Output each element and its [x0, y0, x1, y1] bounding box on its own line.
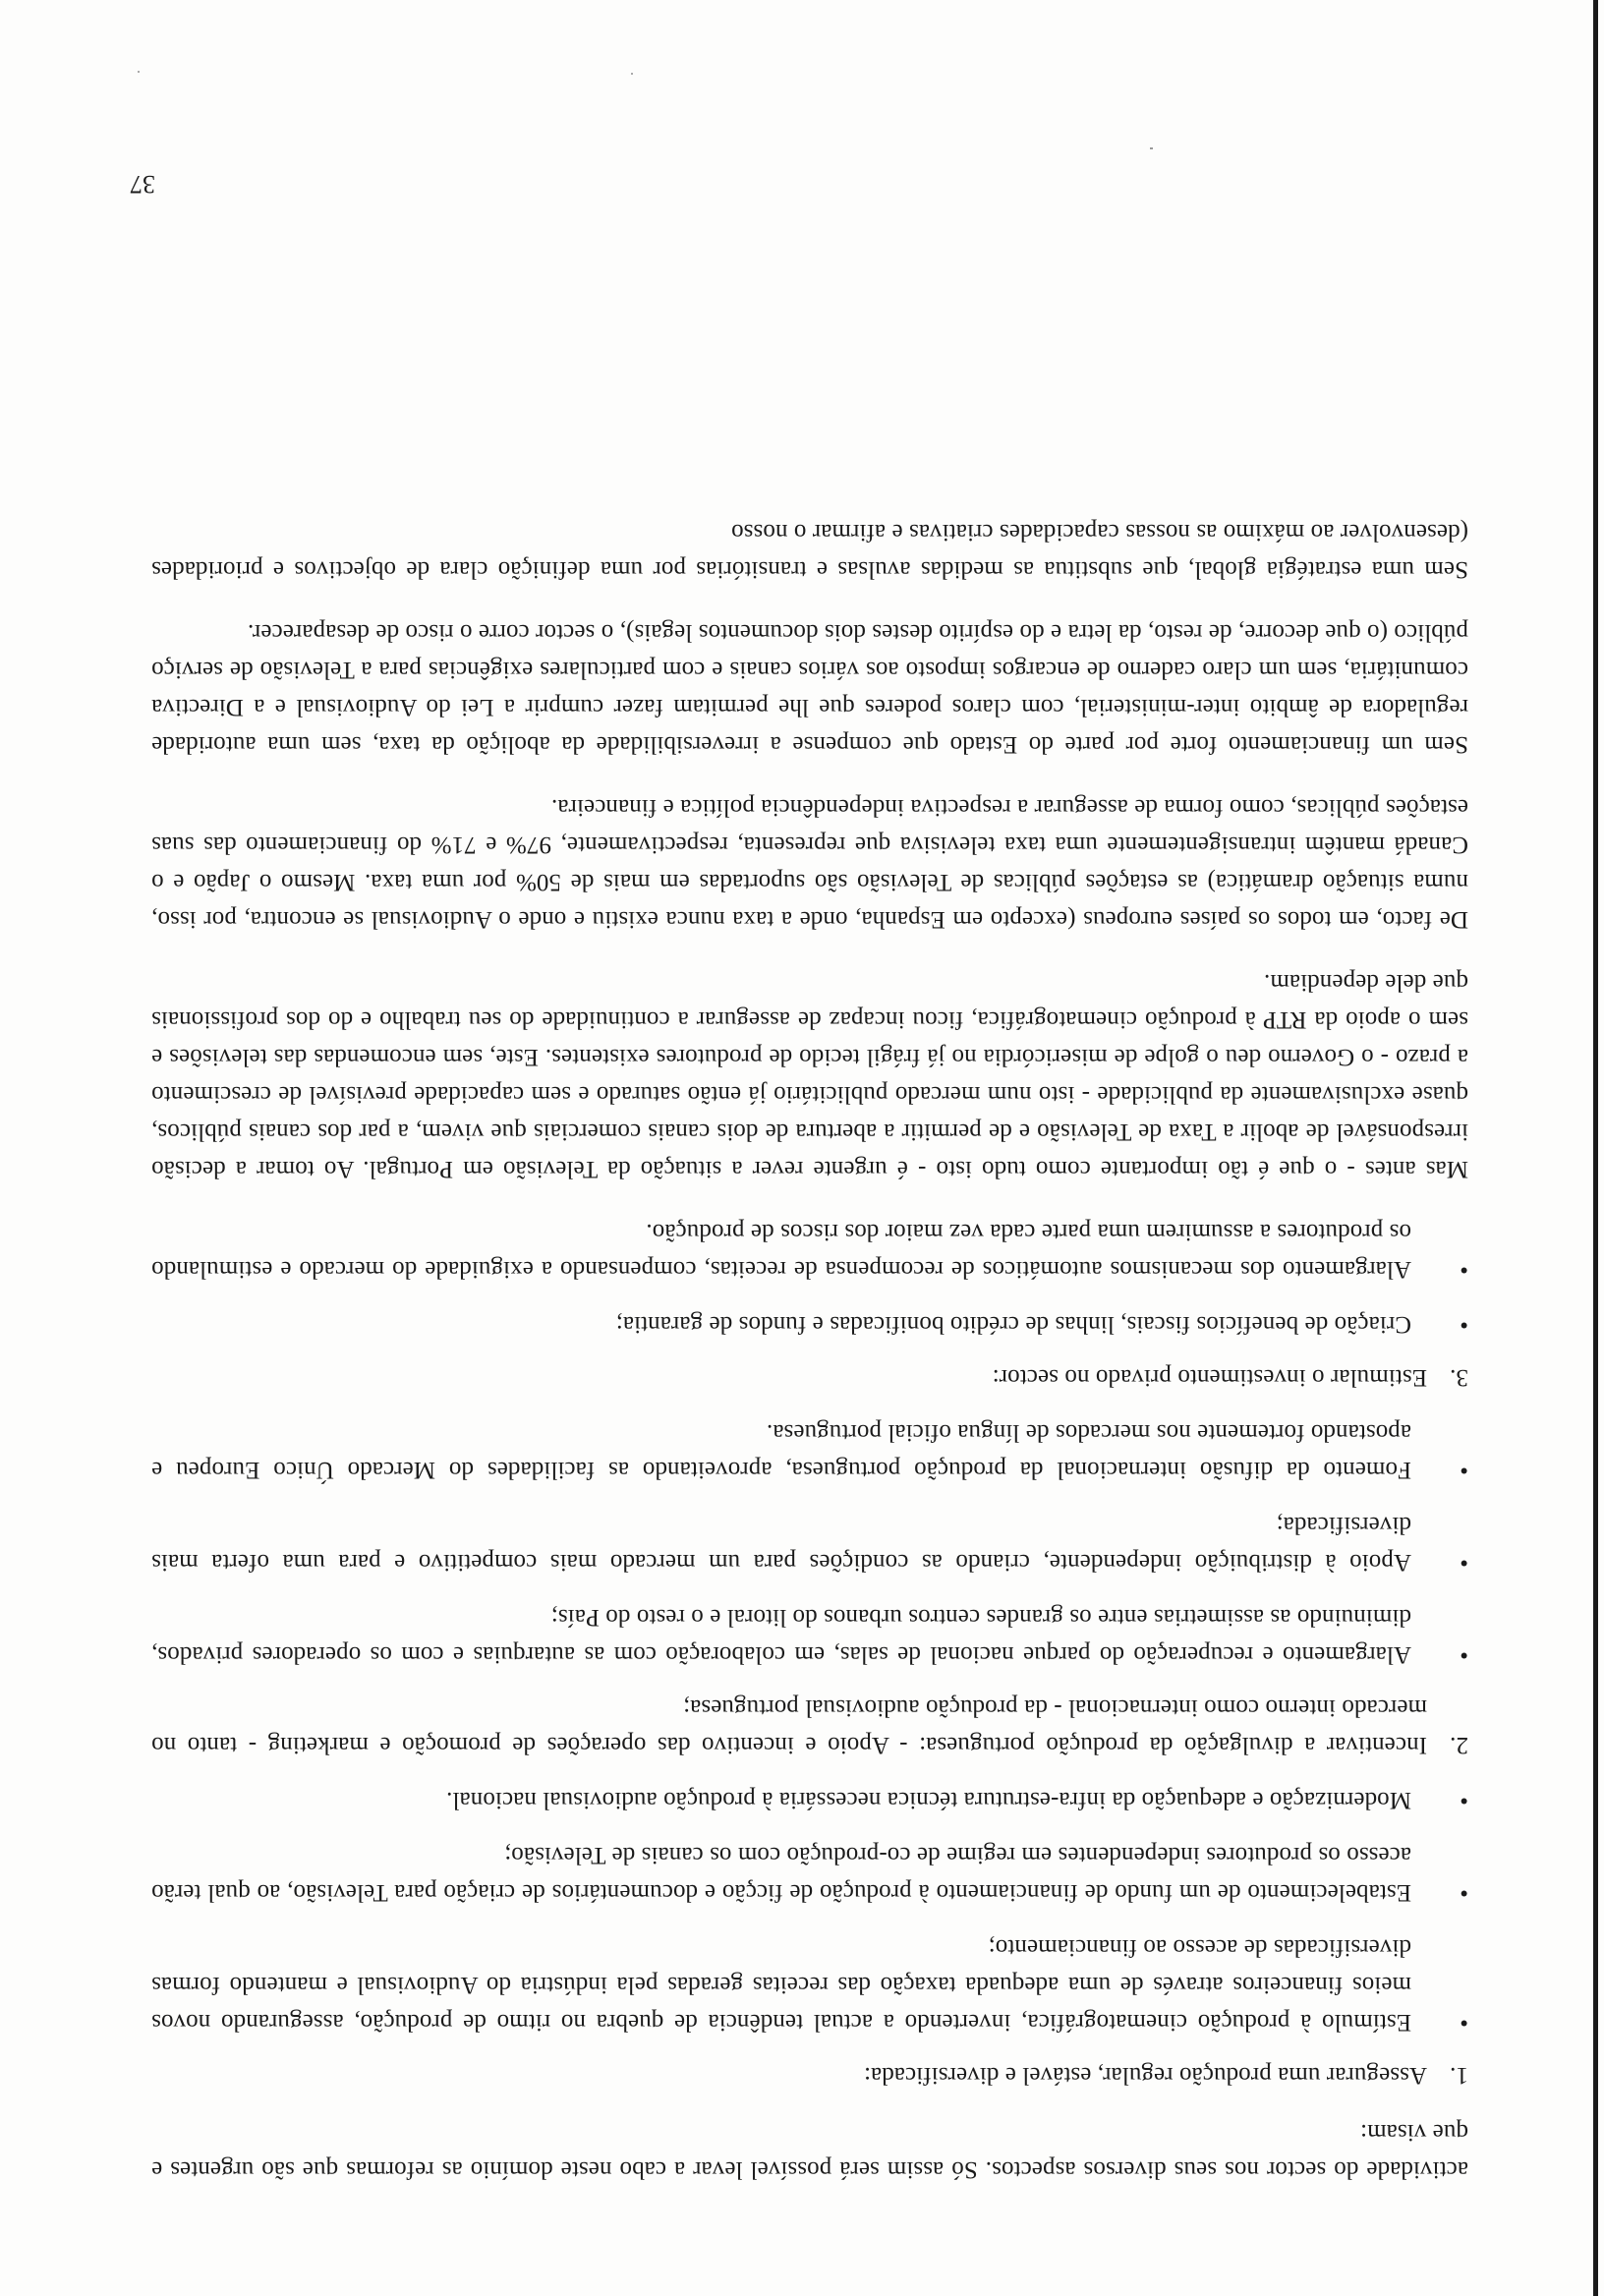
bullet-icon: • — [1460, 2009, 1468, 2036]
bullet-icon: • — [1460, 1311, 1468, 1338]
list-item — [151, 1305, 1468, 1343]
list-item-text: Alargamento e recuperação do parque nacional de salas, em colaboração com as autarquias e com os operadores privados, diminuindo as assimetrias entre os grandes centros urbanos do litoral e o resto do País; — [151, 1604, 1411, 1668]
list-item-text: Criação de benefícios fiscais, linhas de crédito bonificadas e fundos de garantia; — [615, 1311, 1411, 1338]
list-item — [151, 1928, 1468, 2040]
list-item — [151, 1213, 1468, 1288]
section-heading: Incentivar a divulgação da produção portuguesa: - Apoio e incentivo das operações de promoção e marketing - tanto no mercado interno como internacional - da produção audiovisual portuguesa; — [151, 1694, 1427, 1758]
section-2-bullets — [151, 1413, 1468, 1673]
list-item — [151, 1598, 1468, 1673]
list-item — [151, 1506, 1468, 1580]
bullet-icon: • — [1460, 1787, 1468, 1813]
section-1 — [151, 2056, 1468, 2094]
section-heading: Assegurar uma produção regular, estável e diversificada: — [863, 2062, 1427, 2089]
bullet-icon: • — [1460, 1641, 1468, 1668]
body-paragraph: De facto, em todos os países europeus (excepto em Espanha, onde a taxa nunca existiu e onde o Audiovisual se encontra, por isso, numa situação dramática) as estações públicas de Televisão são suportadas em mais de 50% por uma taxa. Mesmo o Japão e o Canadá mantêm intransigentemente uma taxa televisiva que representa, respectivamente, 97% e 71% do financiamento das suas estações públicas, como forma de assegurar a respectiva independência política e financeira. — [151, 794, 1468, 933]
document-body — [151, 513, 1468, 2188]
bullet-icon: • — [1460, 1457, 1468, 1483]
bullet-icon: • — [1460, 1256, 1468, 1283]
bullet-icon: • — [1460, 1549, 1468, 1576]
bullet-icon: • — [1460, 1879, 1468, 1906]
list-item — [151, 1836, 1468, 1911]
list-item-text: Modernização e adequação da infra-estrutura técnica necessária à produção audiovisual nacional. — [446, 1787, 1411, 1813]
list-item-text: Alargamento dos mecanismos automáticos de recompensa de receitas, compensando a exiguidade do mercado e estimulando os produtores a assumirem uma parte cada vez maior dos riscos de produção. — [151, 1219, 1411, 1283]
section-2 — [151, 1689, 1468, 1763]
intro-paragraph: actividade do sector nos seus diversos aspectos. Só assim será possível levar a cabo neste domínio as reformas que são urgentes e que visam: — [151, 2119, 1468, 2183]
list-item-text: Apoio à distribuição independente, criando as condições para um mercado mais competitivo e para uma oferta mais diversificada; — [151, 1512, 1411, 1576]
section-number: 1. — [1450, 2062, 1468, 2089]
body-paragraph: Sem um financiamento forte por parte do Estado que compense a irreversibilidade da abolição da taxa, sem uma autoridade reguladora de âmbito inter-ministerial, com claros poderes que lhe permitam fazer cumprir a Lei do Audiovisual e a Directiva comunitária, sem um claro caderno de encargos imposto aos vários canais e com particulares exigências para a Televisão de serviço público (o que decorre, de resto, da letra e do espírito destes dois documentos legais), o sector corre o risco de desaparecer. — [151, 619, 1468, 758]
list-item — [151, 1413, 1468, 1488]
page-number: 37 — [130, 170, 155, 199]
section-heading: Estimular o investimento privado no sector: — [992, 1364, 1427, 1391]
section-1-bullets — [151, 1781, 1468, 2040]
section-number: 3. — [1450, 1364, 1468, 1391]
body-paragraph: Sem uma estratégia global, que substitua as medidas avulsas e transitórias por uma definição clara de objectivos e prioridades (desenvolver ao máximo as nossas capacidades criativas e afirmar o nosso — [151, 519, 1468, 583]
section-3 — [151, 1358, 1468, 1396]
list-item-text: Estabelecimento de um fundo de financiamento à produção de ficção e documentários de criação para Televisão, ao qual terão acesso os produtores independentes em regime de co-produção com os canais de Televisão; — [151, 1842, 1411, 1906]
body-paragraph: Mas antes - o que é tão importante como tudo isto - é urgente rever a situação da Televisão em Portugal. Ao tomar a decisão irresponsável de abolir a Taxa de Televisão e de permitir a abertura de dois canais comerciais que vivem, a par dos canais públicos, quase exclusivamente da publicidade - isto num mercado publicitário já então saturado e sem capacidade previsível de crescimento a prazo - o Governo deu o golpe de misericórdia no já frágil tecido de produtores existentes. Este, sem encomendas das televisões e sem o apoio da RTP à produção cinematográfica, ficou incapaz de assegurar a continuidade do seu trabalho e do dos profissionais que dele dependiam. — [151, 969, 1468, 1182]
section-3-bullets — [151, 1213, 1468, 1343]
list-item-text: Fomento da difusão internacional da produção portuguesa, aproveitando as facilidades do Mercado Único Europeu e apostando fortemente nos mercados de língua oficial portuguesa. — [151, 1419, 1411, 1483]
section-number: 2. — [1450, 1732, 1468, 1758]
list-item — [151, 1781, 1468, 1818]
list-item-text: Estímulo à produção cinematográfica, invertendo a actual tendência de quebra no ritmo de produção, assegurando novos meios financeiros através de uma adequada taxação das receitas geradas pela indústria do Audiovisual e mantendo formas diversificadas de acesso ao financiamento; — [151, 1934, 1411, 2036]
